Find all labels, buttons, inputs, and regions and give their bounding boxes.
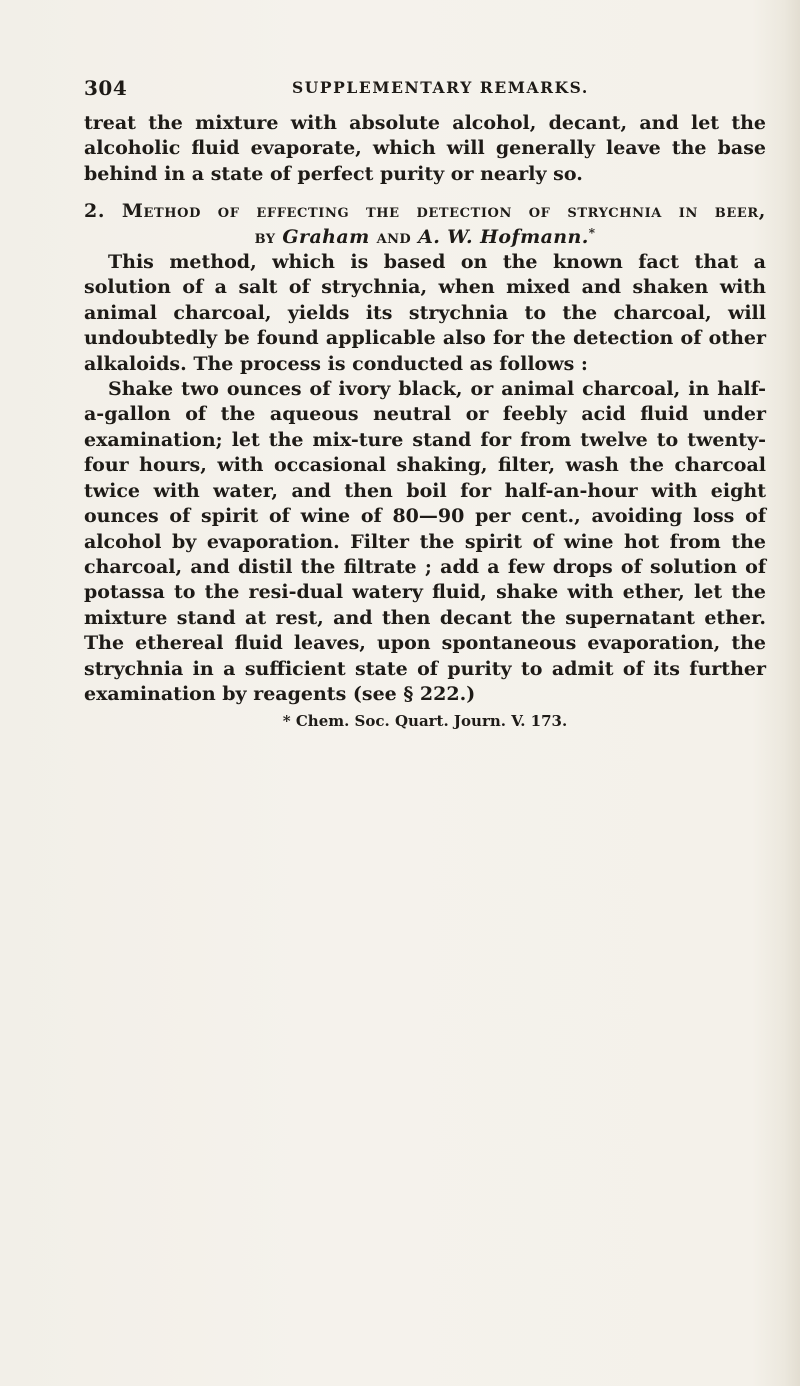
running-title: SUPPLEMENTARY REMARKS. bbox=[292, 78, 589, 97]
author-graham: Graham bbox=[282, 225, 370, 248]
section-heading-authors-line bbox=[84, 225, 766, 250]
by-word: by bbox=[254, 225, 276, 248]
author-hofmann: A. W. Hofmann. bbox=[418, 225, 589, 248]
page-number: 304 bbox=[84, 76, 128, 100]
method-paragraph: This method, which is based on the known fact that a solution of a salt of strychnia, when mixed and shaken with animal charcoal, yields its strychnia to the charcoal, will undoubtedly be found applicable also for the detection of other alkaloids. The process is conducted as follows : bbox=[84, 251, 766, 375]
body-text bbox=[84, 111, 766, 735]
intro-paragraph: treat the mixture with absolute alcohol, decant, and let the alcoholic fluid evaporate, which will generally leave the base behind in a state of perfect purity or nearly so. bbox=[84, 112, 766, 185]
footnote-marker: * bbox=[588, 225, 596, 240]
section-number: 2. bbox=[84, 200, 106, 223]
section-heading-title-line bbox=[84, 199, 766, 224]
section-heading bbox=[84, 199, 766, 250]
and-word: and bbox=[376, 225, 412, 248]
footnote: * Chem. Soc. Quart. Journ. V. 173. bbox=[282, 712, 568, 731]
procedure-paragraph: Shake two ounces of ivory black, or animal charcoal, in half-a-gallon of the aqueous neutral or feebly acid fluid under examination; let the mix-ture stand for from twelve to twenty-four hours, with occasional shaking, filter, wash the charcoal twice with water, and then boil for half-an-hour with eight ounces of spirit of wine of 80—90 per cent., avoiding loss of alcohol by evaporation. Filter the spirit of wine hot from the charcoal, and distil the filtrate ; add a few drops of solution of potassa to the resi-dual watery fluid, shake with ether, let the mixture stand at rest, and then decant the supernatant ether. The ethereal fluid leaves, upon spontaneous evaporation, the strychnia in a sufficient state of purity to admit of its further examination by reagents (see § 222.) bbox=[84, 378, 766, 705]
running-head bbox=[84, 76, 734, 104]
section-title: Method of effecting the detection of strychnia in beer, bbox=[121, 200, 766, 223]
